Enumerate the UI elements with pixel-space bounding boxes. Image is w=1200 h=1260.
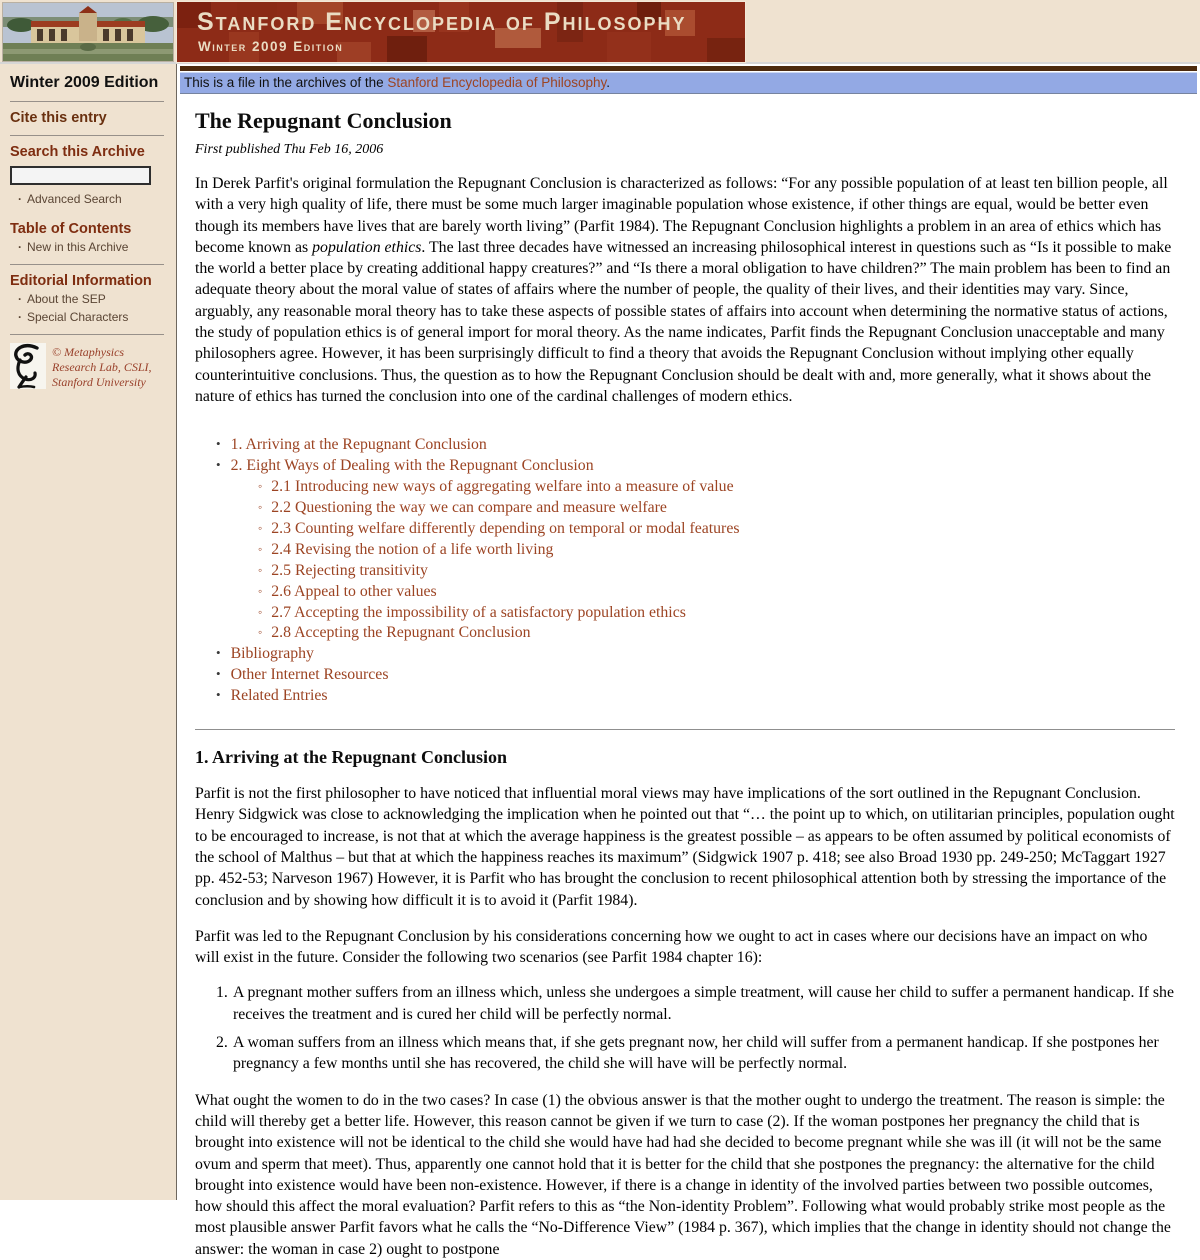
archive-search-input[interactable] [10,166,151,185]
toc-item [216,498,1175,519]
special-characters-link[interactable]: Special Characters [27,310,129,324]
campus-photo-graphic [3,3,173,61]
about-sep-link[interactable]: About the SEP [27,292,106,306]
toc-link-2-5[interactable]: 2.5 Rejecting transitivity [271,561,428,579]
toc-link-2-6[interactable]: 2.6 Appeal to other values [271,582,437,600]
thinker-logo-icon [10,343,46,389]
search-archive-heading: Search this Archive [10,144,145,160]
masthead [0,0,1200,64]
about-sep-item [18,292,168,307]
toc-link-related-entries[interactable]: Related Entries [230,687,328,705]
toc-link-bibliography[interactable]: Bibliography [230,645,314,663]
toc-link-2-3[interactable]: 2.3 Counting welfare differently depending on temporal or modal features [271,519,740,537]
sidebar-divider [10,101,164,102]
toc-item [216,644,1175,665]
metaphysics-lab-logo [10,343,46,389]
copyright-text: © Metaphysics Research Lab, CSLI, Stanford University [52,345,152,389]
toc-item [216,686,1175,707]
scenario-item-2 [216,1032,1175,1075]
editorial-info-heading: Editorial Information [10,273,152,289]
section-divider [195,729,1175,730]
toc-link-2[interactable]: 2. Eight Ways of Dealing with the Repugnant Conclusion [230,457,594,475]
article-title: The Repugnant Conclusion [195,108,452,133]
toc-item [216,603,1175,624]
section-1-heading: 1. Arriving at the Repugnant Conclusion [195,747,508,768]
section-paragraph-2: Parfit was led to the Repugnant Conclusion by his considerations concerning how we ought to act in cases where our decisions have an impact on who will exist in the future. Consider the following two scenarios (see Parfit 1984 chapter 16): [195,927,1148,967]
toc-item [216,665,1175,686]
new-in-archive-item [18,240,168,255]
sidebar [0,64,177,1200]
toc-link-2-2[interactable]: 2.2 Questioning the way we can compare and measure welfare [271,498,667,516]
intro-paragraph [195,173,1175,407]
mosaic-tile [707,38,745,62]
scenario-text: A pregnant mother suffers from an illness which, unless she undergoes a simple treatment, will cause her child to suffer a permanent handicap. If she receives the treatment and is cured her child will be perfectly normal. [233,984,1174,1023]
edition-heading: Winter 2009 Edition [10,74,159,91]
scenario-text: A woman suffers from an illness which means that, if she gets pregnant now, her child will suffer from a permanent handicap. If she postpones her pregnancy a few months until she has recovered, the child she will have will be perfectly normal. [233,1034,1159,1073]
intro-text-1: In Derek Parfit's original formulation the Repugnant Conclusion is characterized as follows: “For any possible population of at least ten billion people, all with a very high quality of life, there must be some much larger imaginable population whose existence, if other things are equal, would be better even though its members have lives that are barely worth living” (Parfit 1984). The Repugnant Conclusion highlights a problem in an area of ethics which has become known as [195,175,1168,256]
toc-item [216,582,1175,603]
intro-italic-phrase: population ethics [312,238,422,256]
toc-link-other-resources[interactable]: Other Internet Resources [230,666,389,684]
toc-link-2-1[interactable]: 2.1 Introducing new ways of aggregating welfare into a measure of value [271,478,734,496]
scenario-number: 2. [216,1034,228,1052]
sidebar-divider [10,334,164,335]
toc-item [216,519,1175,540]
intro-text-2: . The last three decades have witnessed an increasing philosophical interest in questions such as “Is it possible to make the world a better place by creating additional happy creatures?” and “Is there a moral obligation to have children?” The main problem has been to find an adequate theory about the moral value of states of affairs where the number of people, the quality of their lives, and their identities may vary. Since, arguably, any reasonable moral theory has to take these aspects of possible states of affairs into account when determining the normative status of actions, the study of population ethics is of general import for moral theory. As the name indicates, Parfit finds the Repugnant Conclusion unacceptable and many philosophers agree. However, it has been surprisingly difficult to find a theory that avoids the Repugnant Conclusion without implying other equally counterintuitive conclusions. Thus, the question as to how the Repugnant Conclusion should be dealt with and, more generally, what it shows about the nature of ethics has turned the conclusion into one of the cardinal challenges of modern ethics. [195,238,1172,405]
toc-link-1[interactable]: 1. Arriving at the Repugnant Conclusion [230,436,487,454]
toc-item [216,435,1175,456]
section-paragraph-3: What ought the women to do in the two cases? In case (1) the obvious answer is that the mother ought to undergo the treatment. The reason is simple: the child will thereby get a better life. However, this reason cannot be given if we turn to case (2). If the woman postpones her pregnancy the child that is brought into existence will not be identical to the child she would have had had she decided to become pregnant while she was ill (it will not be the same ovum and sperm that meet). Thus, apparently one cannot hold that it is better for the child that she postpones the pregnancy: the alternative for the child brought into existence would have been non-existence. However, if there is a change in identity of the involved parties between two possible outcomes, how should this affect the moral evaluation? Parfit refers to this as “the Non-identity Problem”. Following what would probably strike most people as the most plausible answer Parfit favors what he calls the “No-Difference View” (1984 p. 367), which implies that the change in identity should not change the answer: the woman in case 2) ought to postpone [195,1091,1171,1258]
scenario-item-1 [216,982,1175,1025]
new-in-archive-link[interactable]: New in this Archive [27,240,129,254]
toc-item [216,477,1175,498]
published-date: First published Thu Feb 16, 2006 [195,142,384,157]
cite-entry-link[interactable]: Cite this entry [10,110,107,126]
sep-banner [176,1,746,63]
notice-period: . [606,75,610,90]
toc-link-2-7[interactable]: 2.7 Accepting the impossibility of a satisfactory population ethics [271,603,686,621]
article-toc [195,435,1175,707]
toc-link-2-8[interactable]: 2.8 Accepting the Repugnant Conclusion [271,624,531,642]
table-of-contents-heading: Table of Contents [10,221,132,237]
advanced-search-item [18,192,168,207]
sidebar-divider [10,135,164,136]
stanford-campus-photo [2,2,174,62]
article [180,108,1197,1260]
notice-text: This is a file in the archives of the [184,75,388,90]
main-content [177,64,1200,1258]
scenario-number: 1. [216,984,228,1002]
sidebar-divider [10,264,164,265]
archive-notice-banner [180,72,1197,94]
toc-item [216,456,1175,477]
toc-item [216,623,1175,644]
site-title: Stanford Encyclopedia of Philosophy [197,8,687,36]
advanced-search-link[interactable]: Advanced Search [27,192,122,206]
site-subtitle: Winter 2009 Edition [198,39,344,54]
mosaic-tile [387,36,427,62]
toc-item [216,540,1175,561]
toc-item [216,561,1175,582]
toc-link-2-4[interactable]: 2.4 Revising the notion of a life worth living [271,540,554,558]
section-paragraph-1: Parfit is not the first philosopher to have noticed that influential moral views may have implications of the sort outlined in the Repugnant Conclusion. Henry Sidgwick was close to acknowledging the implication when he pointed out that “… the point up to which, on utilitarian principles, population ought to be encouraged to increase, is not that at which the average happiness is the greatest possible – as appears to be often assumed by political economists of the school of Malthus – but that at which the happiness reaches its maximum” (Sidgwick 1907 p. 418; see also Broad 1930 pp. 249-250; McTaggart 1927 pp. 452-53; Narveson 1967) However, it is Parfit who has brought the conclusion to recent philosophical attention both by stressing the importance of the conclusion and by showing how difficult it is to avoid it (Parfit 1984). [195,785,1175,909]
sep-home-link[interactable]: Stanford Encyclopedia of Philosophy [387,75,607,90]
content-top-bar [180,66,1197,71]
scenario-list [195,982,1175,1074]
special-characters-item [18,310,168,325]
